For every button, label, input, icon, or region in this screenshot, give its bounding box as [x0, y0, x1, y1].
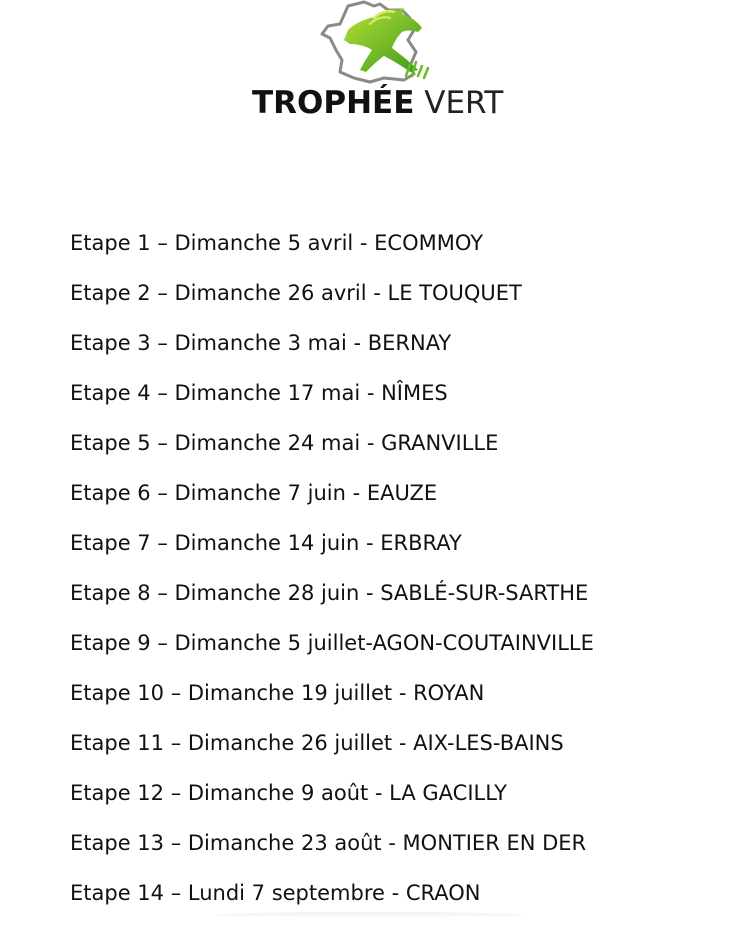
- stage-item-10: Etape 10 – Dimanche 19 juillet - ROYAN: [70, 681, 485, 705]
- france-map-horse-icon: [318, 0, 436, 84]
- stage-item-3: Etape 3 – Dimanche 3 mai - BERNAY: [70, 331, 452, 355]
- stage-list: [70, 227, 594, 927]
- stage-item-12: Etape 12 – Dimanche 9 août - LA GACILLY: [70, 781, 507, 805]
- stage-item-14: Etape 14 – Lundi 7 septembre - CRAON: [70, 881, 481, 905]
- stage-item-13: Etape 13 – Dimanche 23 août - MONTIER EN DER: [70, 831, 587, 855]
- stage-item-8: Etape 8 – Dimanche 28 juin - SABLÉ-SUR-SARTHE: [70, 581, 589, 605]
- stage-item-4: Etape 4 – Dimanche 17 mai - NÎMES: [70, 381, 448, 405]
- stage-item-9: Etape 9 – Dimanche 5 juillet-AGON-COUTAINVILLE: [70, 631, 594, 655]
- stage-item-6: Etape 6 – Dimanche 7 juin - EAUZE: [70, 481, 438, 505]
- stage-item-11: Etape 11 – Dimanche 26 juillet - AIX-LES-BAINS: [70, 731, 564, 755]
- stage-item-2: Etape 2 – Dimanche 26 avril - LE TOUQUET: [70, 281, 522, 305]
- page-fold-shadow: [215, 912, 525, 918]
- stage-item-5: Etape 5 – Dimanche 24 mai - GRANVILLE: [70, 431, 499, 455]
- stage-item-1: Etape 1 – Dimanche 5 avril - ECOMMOY: [70, 231, 484, 255]
- logo-wordmark: [252, 84, 504, 122]
- logo-name-light: VERT: [424, 85, 504, 121]
- stage-item-7: Etape 7 – Dimanche 14 juin - ERBRAY: [70, 531, 462, 555]
- trophee-vert-logo: [0, 0, 744, 130]
- logo-name-bold: TROPHÉE: [252, 85, 415, 121]
